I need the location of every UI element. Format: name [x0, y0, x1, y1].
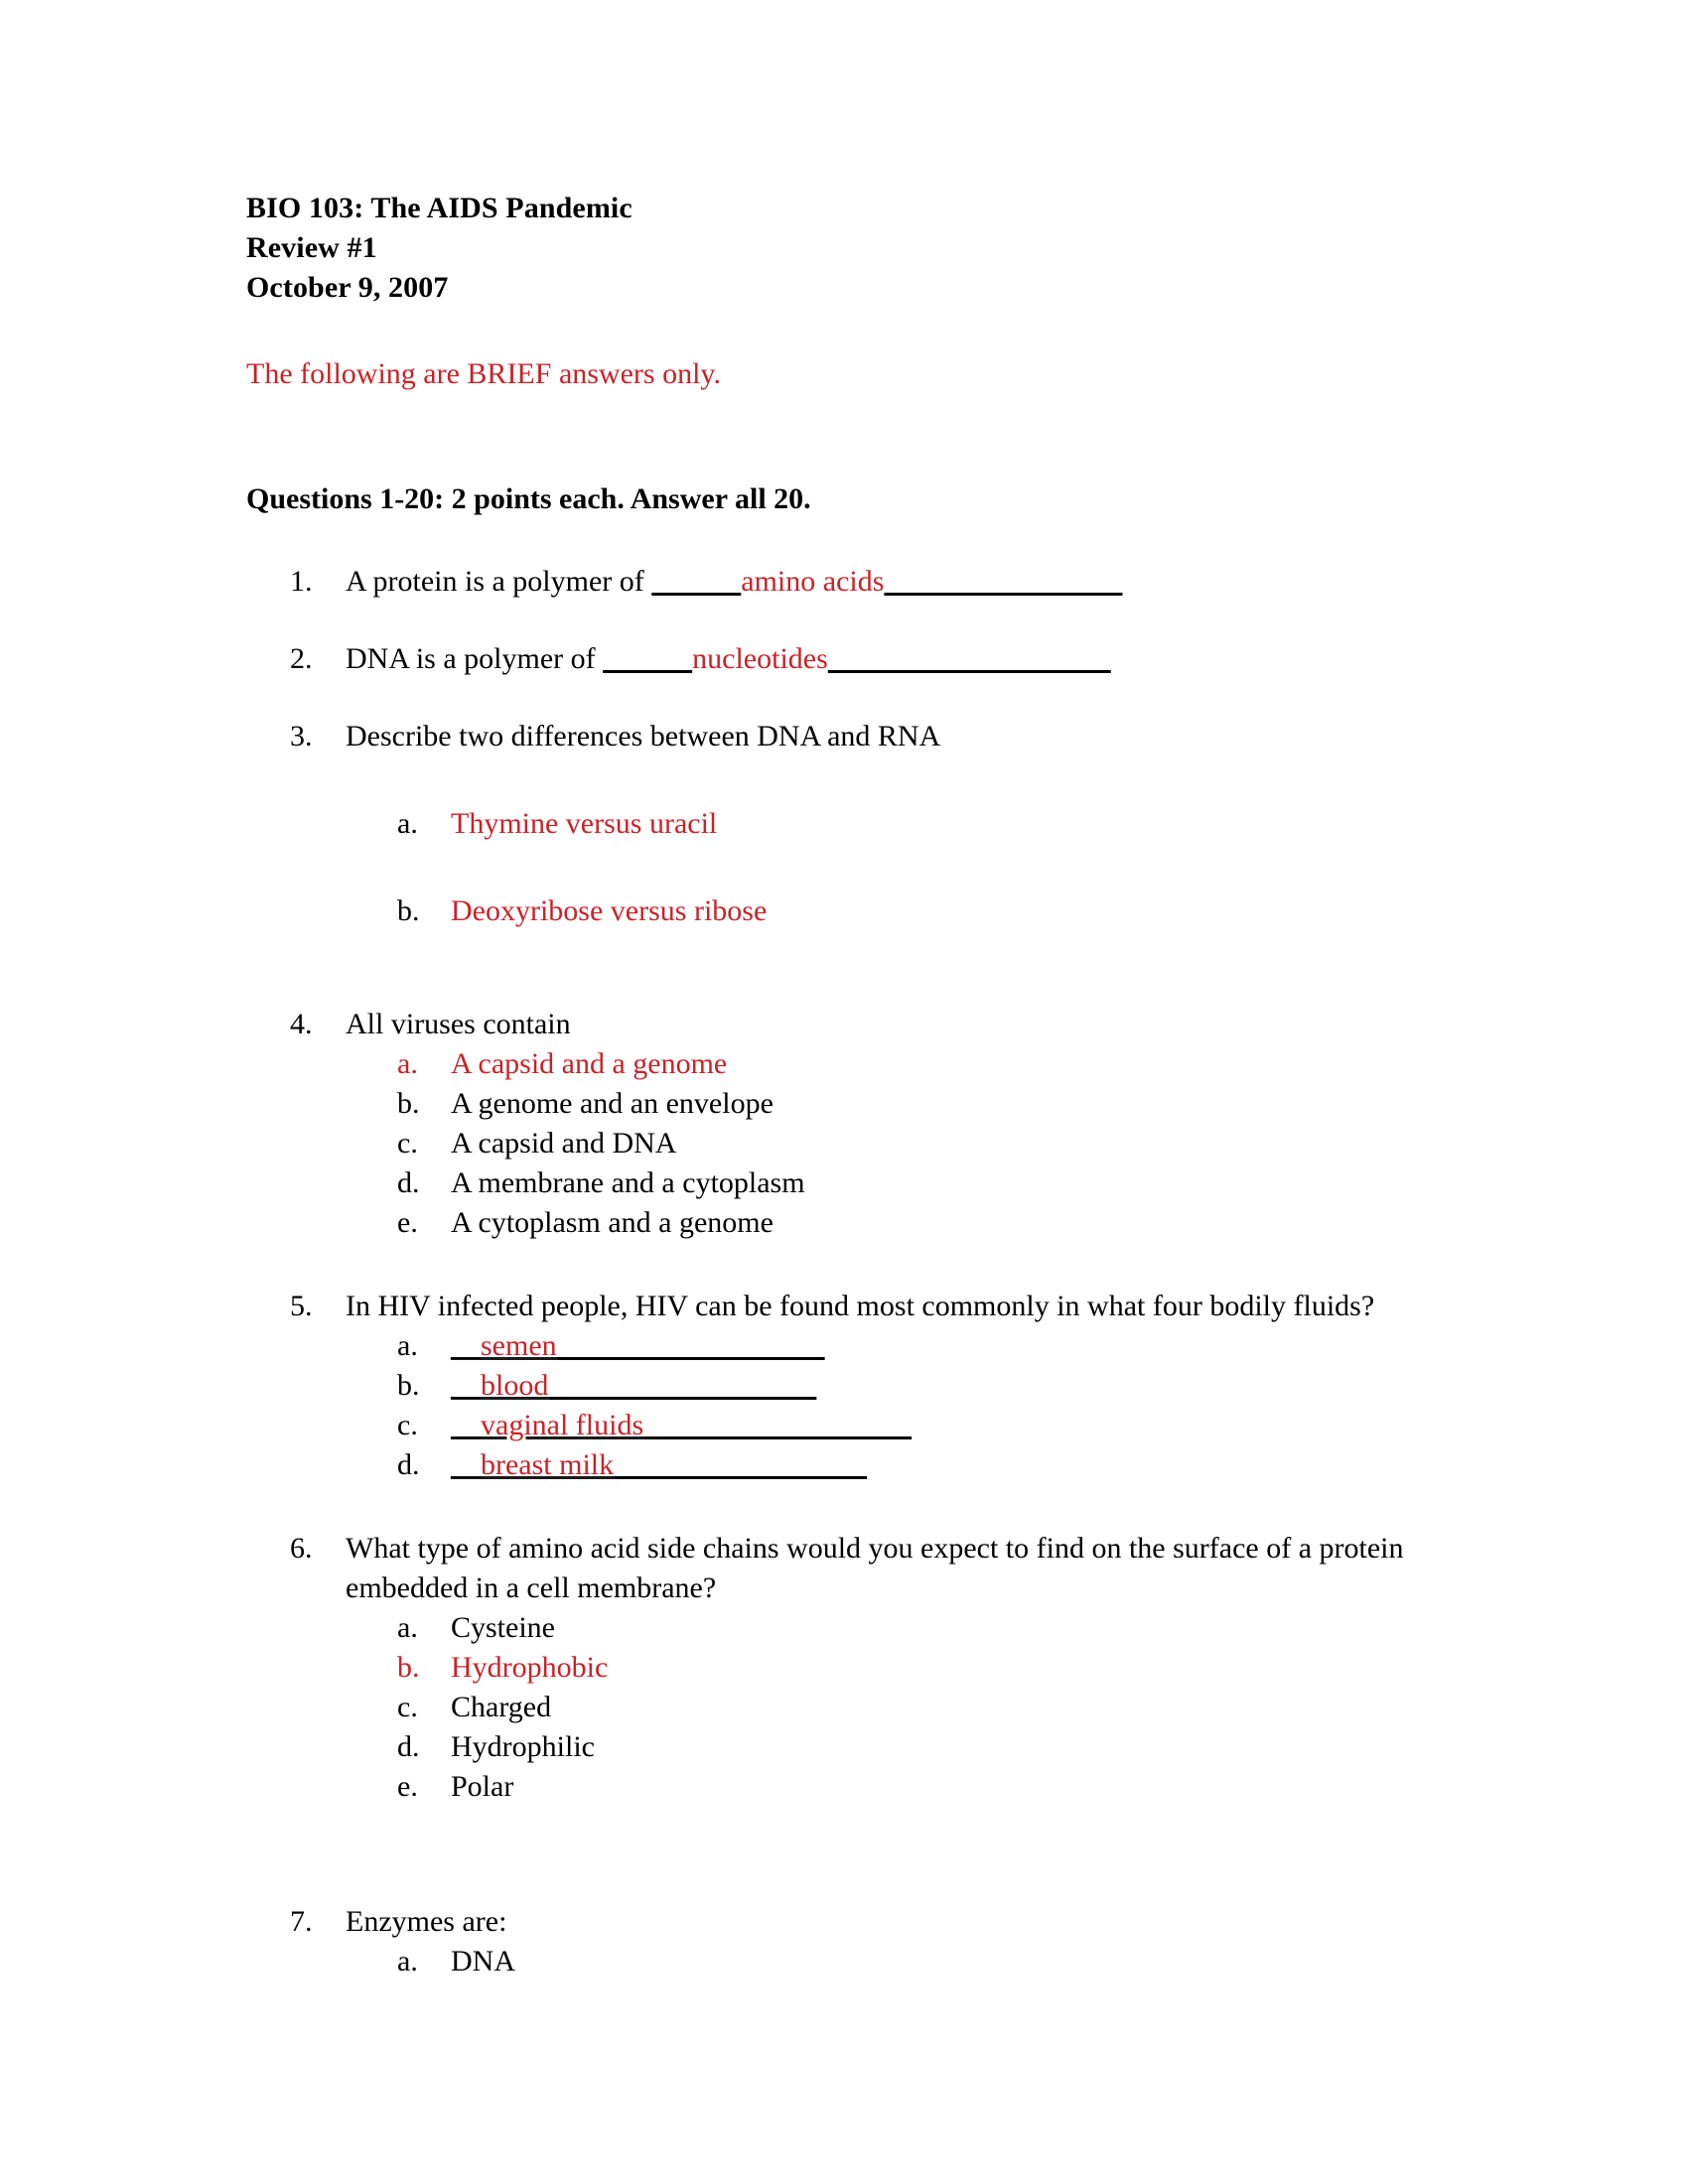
option-text: Hydrophobic — [451, 1651, 609, 1684]
answer-option — [346, 1084, 1468, 1124]
document-header — [246, 189, 1468, 308]
fill-in-blank-list — [346, 1326, 1468, 1485]
question-prompt: Describe two differences between DNA and RNA — [346, 720, 941, 752]
question-text — [346, 562, 1468, 602]
fill-in-answer: breast milk — [481, 1448, 615, 1481]
question-number: 7. — [290, 1905, 313, 1938]
answer-option — [346, 1163, 1468, 1203]
question-text — [346, 639, 1468, 679]
blank-trail — [557, 1329, 825, 1362]
fill-in-answer: amino acids — [741, 565, 885, 598]
option-text: A capsid and DNA — [451, 1127, 677, 1160]
option-marker: e. — [397, 1770, 418, 1803]
option-text: DNA — [451, 1945, 515, 1978]
blank-before — [603, 642, 692, 675]
option-text: A membrane and a cytoplasm — [451, 1166, 805, 1199]
question-item — [246, 1005, 1468, 1243]
blank-lead: __ — [451, 1369, 481, 1402]
blank-after — [884, 565, 1122, 598]
question-item — [246, 1529, 1468, 1807]
option-marker: b. — [397, 1369, 420, 1402]
option-text: Thymine versus uracil — [451, 807, 718, 840]
answer-option — [346, 1203, 1468, 1243]
fill-in-answer: vaginal fluids — [481, 1409, 644, 1441]
answer-option — [346, 1124, 1468, 1163]
option-marker: b. — [397, 894, 420, 927]
question-item — [246, 562, 1468, 602]
question-list — [246, 562, 1468, 1981]
option-marker: b. — [397, 1087, 420, 1120]
question-prompt: What type of amino acid side chains would you expect to find on the surface of a protein embedded in a cell membrane? — [346, 1532, 1404, 1604]
option-marker: d. — [397, 1448, 420, 1481]
fill-in-answer: nucleotides — [692, 642, 828, 675]
course-title-line: BIO 103: The AIDS Pandemic — [246, 192, 633, 224]
option-marker: c. — [397, 1409, 418, 1441]
answer-option-list — [346, 1942, 1468, 1981]
question-prompt: Enzymes are: — [346, 1905, 507, 1938]
option-text: Deoxyribose versus ribose — [451, 894, 768, 927]
review-number-line: Review #1 — [246, 231, 377, 264]
option-text: A capsid and a genome — [451, 1047, 728, 1080]
option-text: A genome and an envelope — [451, 1087, 774, 1120]
option-marker: a. — [397, 1047, 418, 1080]
option-text: Hydrophilic — [451, 1730, 595, 1763]
question-number: 4. — [290, 1008, 313, 1040]
fill-in-answer: semen — [481, 1329, 557, 1362]
option-marker: d. — [397, 1166, 420, 1199]
question-prompt: All viruses contain — [346, 1008, 571, 1040]
blank-trail — [614, 1448, 867, 1481]
fill-in-blank-row — [346, 1326, 1468, 1366]
option-text: A cytoplasm and a genome — [451, 1206, 774, 1239]
option-text: Polar — [451, 1770, 514, 1803]
answer-option — [346, 1648, 1468, 1688]
question-item — [246, 1287, 1468, 1485]
question-number: 5. — [290, 1290, 313, 1322]
option-marker: a. — [397, 1945, 418, 1978]
question-item — [246, 1902, 1468, 1981]
option-marker: d. — [397, 1730, 420, 1763]
answer-option — [346, 1727, 1468, 1767]
answer-option — [346, 804, 1468, 844]
blank-trail — [643, 1409, 912, 1441]
blank-lead: __ — [451, 1409, 481, 1441]
answer-option-list — [346, 1044, 1468, 1243]
blank-before — [651, 565, 741, 598]
option-marker: e. — [397, 1206, 418, 1239]
answer-option-list — [346, 804, 1468, 931]
answer-option — [346, 1044, 1468, 1084]
section-heading: Questions 1-20: 2 points each. Answer all 20. — [246, 482, 811, 515]
fill-in-answer: blood — [481, 1369, 549, 1402]
question-number: 1. — [290, 565, 313, 598]
answer-option — [346, 1688, 1468, 1727]
option-text: Cysteine — [451, 1611, 555, 1644]
blank-after — [828, 642, 1111, 675]
answer-key-note: The following are BRIEF answers only. — [246, 357, 721, 390]
option-text: Charged — [451, 1691, 552, 1723]
blank-lead: __ — [451, 1329, 481, 1362]
question-number: 6. — [290, 1532, 313, 1565]
blank-lead: __ — [451, 1448, 481, 1481]
question-number: 3. — [290, 720, 313, 752]
fill-in-blank-row — [346, 1445, 1468, 1485]
option-marker: c. — [397, 1691, 418, 1723]
question-prompt: In HIV infected people, HIV can be found most commonly in what four bodily fluids? — [346, 1290, 1375, 1322]
question-item — [246, 717, 1468, 931]
answer-option — [346, 1608, 1468, 1648]
option-marker: a. — [397, 1329, 418, 1362]
blank-trail — [548, 1369, 816, 1402]
option-marker: b. — [397, 1651, 420, 1684]
fill-in-blank-row — [346, 1406, 1468, 1445]
answer-option — [346, 1767, 1468, 1807]
question-item — [246, 639, 1468, 679]
question-number: 2. — [290, 642, 313, 675]
answer-option — [346, 891, 1468, 931]
option-marker: a. — [397, 1611, 418, 1644]
option-marker: a. — [397, 807, 418, 840]
answer-option-list — [346, 1608, 1468, 1807]
option-marker: c. — [397, 1127, 418, 1160]
question-prompt: A protein is a polymer of — [346, 565, 652, 598]
date-line: October 9, 2007 — [246, 271, 449, 304]
answer-option — [346, 1942, 1468, 1981]
question-prompt: DNA is a polymer of — [346, 642, 604, 675]
fill-in-blank-row — [346, 1366, 1468, 1406]
document-body — [246, 189, 1468, 1981]
